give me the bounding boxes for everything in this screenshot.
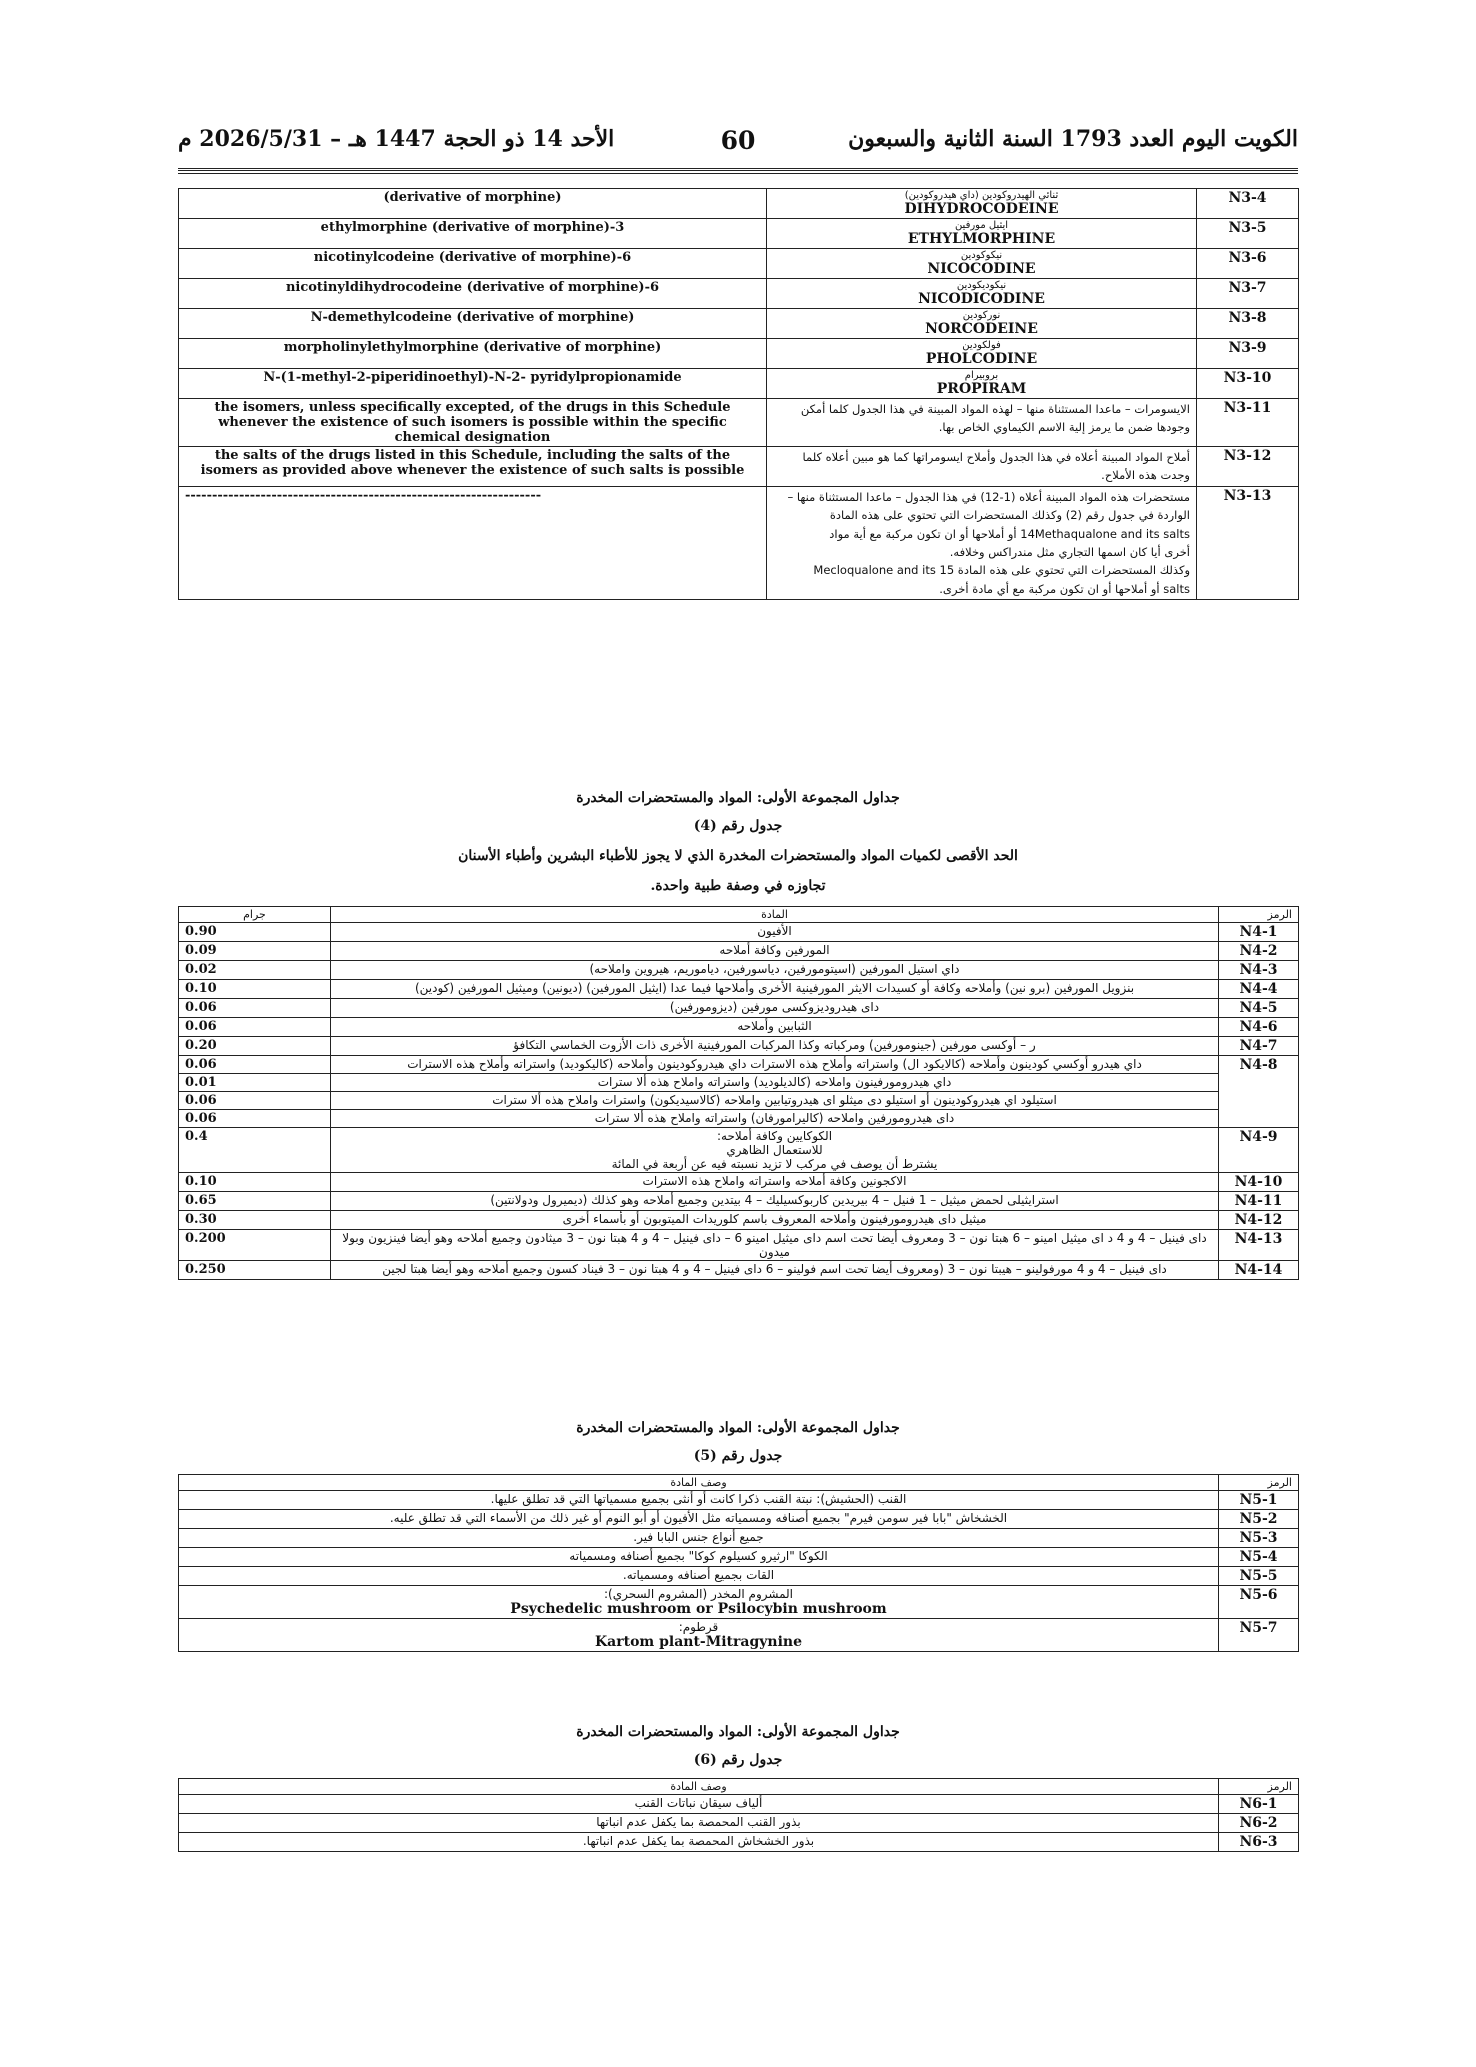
row-code: N5-6	[1219, 1586, 1299, 1619]
row-code: N4-7	[1219, 1037, 1299, 1056]
row-substance: داى هيدرومورفين واملاحه (كاليرامورفان) واستراته واملاح هذه ألا سترات	[331, 1110, 1219, 1128]
column-header-code: الرمز	[1219, 1475, 1299, 1491]
arabic-text: ثنائي الهيدروكودين (داي هيدروكودين)	[904, 190, 1059, 201]
row-arabic-name	[767, 189, 1197, 219]
table-row	[179, 1567, 1299, 1586]
table-row	[179, 279, 1299, 309]
row-description: بذور الخشخاش المحمصة بما يكفل عدم انباتها.	[179, 1833, 1219, 1852]
schedule-6-table	[178, 1778, 1299, 1852]
table-row	[179, 189, 1299, 219]
latin-name: PROPIRAM	[936, 381, 1027, 397]
schedule-6-body	[179, 1795, 1299, 1852]
latin-name: NORCODEINE	[925, 321, 1038, 337]
column-header-desc: وصف المادة	[179, 1475, 1219, 1491]
column-header-desc: وصف المادة	[179, 1779, 1219, 1795]
row-grams: 0.06	[179, 1092, 331, 1110]
table-row	[179, 1619, 1299, 1652]
arabic-text: أملاح المواد المبينة أعلاه في هذا الجدول وأملاح ايسومراتها كما هو مبين أعلاه كلما وجدت هذه الأملاح.	[802, 450, 1190, 483]
table-row	[179, 219, 1299, 249]
row-grams: 0.02	[179, 961, 331, 980]
row-code: N3-10	[1197, 369, 1299, 399]
section4-group-title: جداول المجموعة الأولى: المواد والمستحضرات المخدرة	[576, 790, 900, 806]
arabic-text-line: 14Methaqualone and its salts أو أملاحها أو ان تكون مركبة مع أية مواد	[829, 526, 1190, 541]
row-grams: 0.30	[179, 1211, 331, 1230]
row-english-description: morpholinylethylmorphine (derivative of morphine)	[179, 339, 767, 369]
row-code: N6-3	[1219, 1833, 1299, 1852]
row-substance: ر – أوكسى مورفين (جينومورفين) ومركباته وكذا المركبات المورفينية الأخرى ذات الأزوت الخماسي التكافؤ	[331, 1037, 1219, 1056]
table-row	[179, 923, 1299, 942]
arabic-text: فولكودين	[962, 340, 1001, 351]
row-code: N4-9	[1219, 1128, 1299, 1173]
publication-date: الأحد 14 ذو الحجة 1447 هـ – 2026/5/31 م	[178, 126, 615, 152]
section6-table-title: جدول رقم (6)	[693, 1752, 783, 1768]
row-code: N3-6	[1197, 249, 1299, 279]
arabic-text-line: مستحضرات هذه المواد المبينة أعلاه (1-12) في هذا الجدول – ماعدا المستثناة منها –	[787, 489, 1190, 504]
row-code: N5-4	[1219, 1548, 1299, 1567]
arabic-text: نيكوديكودين	[956, 280, 1007, 291]
table-row	[179, 1037, 1299, 1056]
row-description	[179, 1567, 1219, 1586]
row-substance: داى هيدروديزوكسى مورفين (ديزومورفين)	[331, 999, 1219, 1018]
table-row	[179, 1128, 1299, 1173]
section4-desc-line2: تجاوزه في وصفة طبية واحدة.	[650, 878, 826, 894]
latin-name: NICODICODINE	[918, 291, 1045, 307]
row-code: N3-8	[1197, 309, 1299, 339]
row-code: N4-13	[1219, 1230, 1299, 1261]
row-code: N5-3	[1219, 1529, 1299, 1548]
table-header-row	[179, 1475, 1299, 1491]
schedule-4-table	[178, 906, 1299, 1280]
row-substance: ميثيل داى هيدرومورفينون وأملاحه المعروف باسم كلوريدات الميتوبون أو بأسماء أخرى	[331, 1211, 1219, 1230]
row-grams: 0.250	[179, 1261, 331, 1280]
table-row	[179, 961, 1299, 980]
gazette-issue: الكويت اليوم العدد 1793 السنة الثانية والسبعون	[848, 126, 1298, 152]
row-code: N5-1	[1219, 1491, 1299, 1510]
table-row	[179, 1510, 1299, 1529]
column-header-code: الرمز	[1219, 1779, 1299, 1795]
row-grams: 0.06	[179, 1056, 331, 1074]
row-code: N4-3	[1219, 961, 1299, 980]
description-text: القات بجميع أصنافه ومسمياته.	[622, 1568, 775, 1582]
table-row	[179, 1529, 1299, 1548]
arabic-text: نيكوكودين	[960, 250, 1003, 261]
row-code: N4-4	[1219, 980, 1299, 999]
table-row	[179, 1092, 1299, 1110]
column-header-code: الرمز	[1219, 907, 1299, 923]
row-code: N5-5	[1219, 1567, 1299, 1586]
row-arabic-name	[767, 399, 1197, 447]
table-row	[179, 486, 1299, 599]
description-text: قرطوم:	[678, 1620, 719, 1634]
row-code: N4-11	[1219, 1192, 1299, 1211]
row-grams: 0.65	[179, 1192, 331, 1211]
row-arabic-name	[767, 219, 1197, 249]
table-row	[179, 1230, 1299, 1261]
row-arabic-name	[767, 249, 1197, 279]
table-row	[179, 399, 1299, 447]
table-row	[179, 1586, 1299, 1619]
row-arabic-name	[767, 339, 1197, 369]
arabic-text-line: أخرى أيا كان اسمها التجاري مثل مندراكس وخلافه.	[949, 544, 1190, 559]
row-substance: داى فينيل – 4 و 4 مورفولينو – هيبتا نون – 3 (ومعروف أيضا تحت اسم فولينو – 6 داى فينيل – 4 و 4 هبتا نون – 3 فيناد كسون وجميع أملاحه وهو أيضا هبتا لجين	[331, 1261, 1219, 1280]
table-row	[179, 1018, 1299, 1037]
row-code: N6-1	[1219, 1795, 1299, 1814]
row-substance: الأفيون	[331, 923, 1219, 942]
row-description	[179, 1548, 1219, 1567]
table-row	[179, 1261, 1299, 1280]
schedule-3-table	[178, 188, 1299, 600]
row-grams: 0.90	[179, 923, 331, 942]
row-english-description: N-(1-methyl-2-piperidinoethyl)-N-2- pyridylpropionamide	[179, 369, 767, 399]
row-code: N6-2	[1219, 1814, 1299, 1833]
row-code: N4-6	[1219, 1018, 1299, 1037]
row-code: N4-14	[1219, 1261, 1299, 1280]
row-description: ألياف سيقان نباتات القنب	[179, 1795, 1219, 1814]
description-text: جميع أنواع جنس البابا فير.	[633, 1530, 764, 1544]
row-substance: المورفين وكافة أملاحه	[331, 942, 1219, 961]
section5-group-title: جداول المجموعة الأولى: المواد والمستحضرات المخدرة	[576, 1420, 900, 1436]
section4-desc-line1: الحد الأقصى لكميات المواد والمستحضرات المخدرة الذي لا يجوز للأطباء البشرين وأطباء الأسنان	[458, 848, 1018, 864]
table-header-row	[179, 1779, 1299, 1795]
row-arabic-name	[767, 309, 1197, 339]
description-text: المشروم المخدر (المشروم السحري):	[603, 1587, 794, 1601]
row-substance: داي هيدرومورفينون واملاحه (كالديلوديد) واستراته واملاح هذه ألا سترات	[331, 1074, 1219, 1092]
table-row	[179, 1173, 1299, 1192]
table-row	[179, 447, 1299, 487]
column-header-grams: جرام	[179, 907, 331, 923]
row-substance	[331, 1128, 1219, 1173]
table-row	[179, 1814, 1299, 1833]
table-row	[179, 249, 1299, 279]
table-row	[179, 1110, 1299, 1128]
row-english-description: N-demethylcodeine (derivative of morphine)	[179, 309, 767, 339]
row-arabic-name	[767, 369, 1197, 399]
row-substance: داي استيل المورفين (اسيتومورفين، دياسورفين، دياموريم، هيروين واملاحه)	[331, 961, 1219, 980]
row-code: N4-8	[1219, 1056, 1299, 1128]
row-english-description: nicotinylcodeine (derivative of morphine)-6	[179, 249, 767, 279]
header-rule	[178, 168, 1298, 174]
table-row	[179, 309, 1299, 339]
row-arabic-name	[767, 447, 1197, 487]
row-grams: 0.06	[179, 999, 331, 1018]
row-description	[179, 1586, 1219, 1619]
table-row	[179, 1056, 1299, 1074]
row-description	[179, 1510, 1219, 1529]
latin-name: DIHYDROCODEINE	[904, 201, 1059, 217]
section5-table-title: جدول رقم (5)	[693, 1448, 783, 1464]
row-english-description: (derivative of morphine)	[179, 189, 767, 219]
schedule-5-body	[179, 1491, 1299, 1652]
latin-name: Psychedelic mushroom or Psilocybin mushroom	[510, 1601, 887, 1617]
row-english-description: the isomers, unless specifically excepted, of the drugs in this Schedule whenever the existence of such isomers is possible within the specific chemical designation	[179, 399, 767, 447]
row-description: بذور القنب المحمصة بما يكفل عدم انباتها	[179, 1814, 1219, 1833]
table-row	[179, 980, 1299, 999]
table-row	[179, 1074, 1299, 1092]
row-description	[179, 1619, 1219, 1652]
arabic-text: ايثيل مورفين	[954, 220, 1009, 231]
row-grams: 0.09	[179, 942, 331, 961]
table-row	[179, 369, 1299, 399]
arabic-text-line: salts أو أملاحها أو ان تكون مركبة مع أي مادة أخرى.	[939, 581, 1190, 596]
row-substance: استرايثيلى لحمض ميثيل – 1 فنيل – 4 بيريدين كاربوكسيليك – 4 بيتدين وجميع أملاحه وهو كذلك (ديميرول ودولانتين)	[331, 1192, 1219, 1211]
row-grams: 0.200	[179, 1230, 331, 1261]
row-grams: 0.10	[179, 1173, 331, 1192]
latin-name: ETHYLMORPHINE	[907, 231, 1056, 247]
row-code: N5-7	[1219, 1619, 1299, 1652]
row-grams: 0.10	[179, 980, 331, 999]
row-grams: 0.01	[179, 1074, 331, 1092]
row-code: N3-13	[1197, 486, 1299, 599]
arabic-text-line: وكذلك المستحضرات التي تحتوي على هذه المادة 15 Mecloqualone and its	[813, 563, 1190, 578]
row-code: N4-5	[1219, 999, 1299, 1018]
arabic-text: نوركودين	[962, 310, 1001, 321]
arabic-text: الايسومرات – ماعدا المستثناة منها – لهذه المواد المبينة في هذا الجدول كلما أمكن وجودها ضمن ما يرمز إلية الاسم الكيماوي الخاص بها.	[800, 402, 1190, 435]
row-grams: 0.4	[179, 1128, 331, 1173]
row-code: N3-9	[1197, 339, 1299, 369]
row-code: N3-7	[1197, 279, 1299, 309]
row-code: N3-12	[1197, 447, 1299, 487]
table-row	[179, 1795, 1299, 1814]
row-code: N4-10	[1219, 1173, 1299, 1192]
section4-table-title: جدول رقم (4)	[693, 818, 783, 834]
column-header-substance: المادة	[331, 907, 1219, 923]
schedule-4-body	[179, 923, 1299, 1280]
description-text: الخشخاش "بابا فير سومن فيرم" بجميع أصنافه ومسمياته مثل الأفيون أو أبو النوم أو غير ذلك من الأسماء التي قد تطلق عليه.	[389, 1511, 1008, 1525]
row-english-description: nicotinyldihydrocodeine (derivative of morphine)-6	[179, 279, 767, 309]
table-row	[179, 339, 1299, 369]
row-code: N4-1	[1219, 923, 1299, 942]
substance-line: يشترط أن يوصف في مركب لا تزيد نسبته فيه عن أربعة في المائة	[611, 1157, 938, 1171]
description-text: الكوكا "ارثيرو كسيلوم كوكا" بجميع أصنافه ومسمياته	[569, 1549, 828, 1563]
row-grams: 0.06	[179, 1018, 331, 1037]
row-substance: بنزويل المورفين (برو نين) وأملاحه وكافة أو كسيدات الايثر المورفينية الأخرى وأملاحها فيما عدا (ايثيل المورفين) (ديونين) وميثيل المورفين (كودين)	[331, 980, 1219, 999]
row-english-description: the salts of the drugs listed in this Schedule, including the salts of the isomers as provided above whenever the existence of such salts is possible	[179, 447, 767, 487]
row-description	[179, 1491, 1219, 1510]
table-row	[179, 1491, 1299, 1510]
section6-group-title: جداول المجموعة الأولى: المواد والمستحضرات المخدرة	[576, 1724, 900, 1740]
row-substance: داى فينيل – 4 و 4 د اى ميثيل امينو – 6 هبتا نون – 3 ومعروف أيضا تحت اسم داى ميثيل امينو 6 – داى فينيل – 4 و 4 هبتا نون – 3 ميثادون وجميع أملاحه وهو أيضا فينزيون وبولا ميدون	[331, 1230, 1219, 1261]
page-header	[178, 122, 1298, 162]
substance-line: الكوكايين وكافة أملاحه:	[716, 1129, 833, 1143]
table-row	[179, 999, 1299, 1018]
table-row	[179, 1211, 1299, 1230]
row-arabic-name	[767, 486, 1197, 599]
row-code: N3-5	[1197, 219, 1299, 249]
row-substance: استيلود اي هيدروكودينون أو استيلو دى ميثلو اى هيدروتيابين واملاحه (كالاسيديكون) واسترات واملاح هذه ألا سترات	[331, 1092, 1219, 1110]
row-description	[179, 1529, 1219, 1548]
table-header-row	[179, 907, 1299, 923]
row-substance: داي هيدرو أوكسي كودينون وأملاحه (كالايكود ال) واستراته وأملاح هذه الاسترات داي هيدروكودينون وأملاحه (كاليكوديد) واستراته وأملاح هذه الاسترات	[331, 1056, 1219, 1074]
arabic-text-line: الواردة في جدول رقم (2) وكذلك المستحضرات التي تحتوي على هذه المادة	[829, 508, 1190, 523]
latin-name: PHOLCODINE	[925, 351, 1038, 367]
table-row	[179, 1548, 1299, 1567]
row-english-description: ------------------------------------------------------------------	[179, 486, 767, 599]
row-code: N3-11	[1197, 399, 1299, 447]
page-number: 60	[720, 126, 756, 155]
latin-name: Kartom plant-Mitragynine	[595, 1634, 802, 1650]
row-code: N5-2	[1219, 1510, 1299, 1529]
table-row	[179, 1192, 1299, 1211]
latin-name: NICOCODINE	[927, 261, 1036, 277]
row-substance: الاكجونين وكافة أملاحه واستراته واملاح هذه الاسترات	[331, 1173, 1219, 1192]
table-row	[179, 942, 1299, 961]
schedule-3-body	[179, 189, 1299, 600]
row-english-description: ethylmorphine (derivative of morphine)-3	[179, 219, 767, 249]
row-substance: الثبابين وأملاحه	[331, 1018, 1219, 1037]
schedule-5-table	[178, 1474, 1299, 1652]
row-grams: 0.06	[179, 1110, 331, 1128]
row-grams: 0.20	[179, 1037, 331, 1056]
row-code: N4-2	[1219, 942, 1299, 961]
arabic-text: بروبيرام	[964, 370, 999, 381]
table-row	[179, 1833, 1299, 1852]
substance-line: للاستعمال الظاهري	[726, 1143, 823, 1157]
row-code: N4-12	[1219, 1211, 1299, 1230]
row-arabic-name	[767, 279, 1197, 309]
row-code: N3-4	[1197, 189, 1299, 219]
description-text: القنب (الحشيش): نبتة القنب ذكرا كانت أو أنثى بجميع مسمياتها التي قد تطلق عليها.	[490, 1492, 907, 1506]
